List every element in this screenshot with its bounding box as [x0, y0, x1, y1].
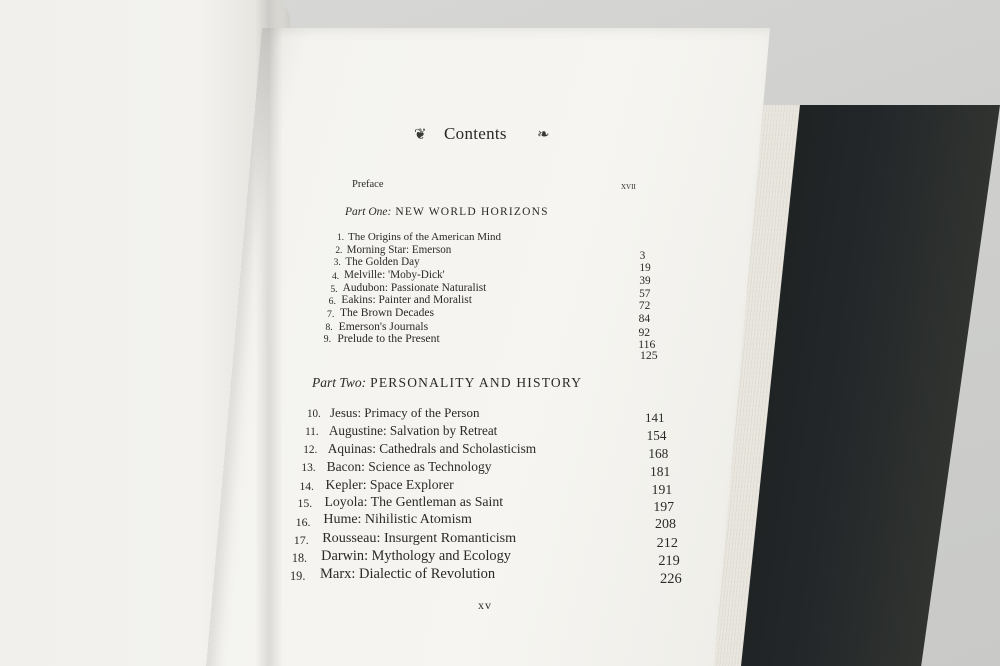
part-one-prefix: Part One: — [345, 206, 392, 218]
toc-entry-page: 208 — [655, 517, 676, 533]
toc-entry-number: 15. — [297, 497, 313, 511]
toc-entry-title: Aquinas: Cathedrals and Scholasticism — [327, 440, 537, 456]
toc-entry-title: Prelude to the Present — [337, 332, 440, 346]
toc-entry-title: Marx: Dialectic of Revolution — [320, 566, 496, 582]
toc-entry-title: The Origins of the American Mind — [348, 231, 502, 243]
toc-entry-page: 39 — [639, 275, 651, 287]
part-two-title: PERSONALITY AND HISTORY — [370, 375, 583, 390]
toc-entry-number: 13. — [301, 461, 316, 474]
toc-entry-page: 141 — [645, 410, 665, 425]
toc-entry-page: 197 — [653, 499, 675, 515]
gutter-shadow — [255, 0, 283, 666]
toc-entry-page: 154 — [646, 427, 667, 443]
toc-entry-page: 168 — [648, 445, 669, 461]
toc-entry-page: 125 — [640, 348, 658, 362]
toc-entry-title: The Golden Day — [345, 256, 420, 269]
folio: xv — [478, 598, 492, 612]
toc-entry-page: 84 — [638, 313, 651, 325]
toc-entry-title: Kepler: Space Explorer — [325, 476, 454, 492]
toc-entry-number: 9. — [323, 334, 332, 346]
toc-entry-page: 181 — [650, 463, 671, 479]
toc-entry-number: 19. — [290, 569, 306, 583]
toc-entry-page: 226 — [660, 571, 682, 587]
toc-entry-page: 219 — [658, 553, 680, 570]
toc-entry-page: 19 — [639, 262, 651, 275]
toc-entry-title: Darwin: Mythology and Ecology — [321, 548, 511, 565]
preface-label: Preface — [352, 179, 384, 190]
toc-entry-number: 18. — [291, 551, 308, 566]
contents-title: Contents — [444, 124, 507, 143]
toc-entry-page: 3 — [639, 249, 646, 262]
toc-entry-title: Bacon: Science as Technology — [326, 458, 492, 474]
toc-entry-title: Loyola: The Gentleman as Saint — [324, 494, 504, 510]
toc-entry-number: 2. — [335, 245, 343, 256]
toc-entry-page: 212 — [656, 535, 678, 552]
toc-entry-number: 3. — [333, 258, 341, 269]
toc-entry-number: 12. — [303, 443, 318, 456]
toc-entry-number: 6. — [328, 296, 336, 308]
toc-entry-title: Augustine: Salvation by Retreat — [328, 422, 498, 438]
right-ornament-icon: ❧ — [537, 127, 550, 143]
toc-entry-number: 5. — [330, 283, 338, 295]
toc-entry-number: 14. — [299, 479, 314, 493]
toc-entry-number: 17. — [293, 533, 309, 548]
part-one-title: NEW WORLD HORIZONS — [395, 206, 549, 218]
toc-entry-number: 8. — [325, 321, 333, 333]
part-two-prefix: Part Two: — [312, 375, 367, 390]
toc-entry-number: 7. — [327, 309, 335, 320]
toc-entry-number: 11. — [305, 425, 319, 438]
toc-entry-title: Hume: Nihilistic Atomism — [323, 512, 472, 528]
part-one-heading — [345, 206, 549, 218]
toc-entry-title: The Brown Decades — [340, 307, 435, 319]
toc-entry-title: Rousseau: Insurgent Romanticism — [322, 530, 517, 547]
toc-entry-page: 92 — [638, 325, 651, 339]
toc-entry-page: 57 — [639, 287, 651, 300]
toc-entry-title: Audubon: Passionate Naturalist — [342, 281, 487, 294]
toc-entry-number: 1. — [337, 233, 345, 243]
toc-entry-title: Melville: 'Moby-Dick' — [344, 269, 445, 281]
toc-entry-page: 116 — [638, 338, 656, 352]
toc-entry-page: 72 — [638, 300, 651, 313]
part-two-heading — [312, 375, 582, 391]
toc-entry-number: 4. — [332, 271, 340, 282]
toc-entry-number: 16. — [295, 515, 311, 530]
toc-entry-title: Emerson's Journals — [338, 319, 429, 333]
toc-entry-page: 191 — [651, 481, 673, 497]
toc-entry-title: Jesus: Primacy of the Person — [330, 405, 480, 420]
toc-entry-number: 10. — [307, 408, 321, 420]
toc-entry-title: Morning Star: Emerson — [346, 243, 452, 256]
preface-page: xvii — [621, 181, 636, 192]
left-ornament-icon: ❦ — [414, 127, 427, 143]
toc-entry-title: Eakins: Painter and Moralist — [341, 294, 472, 307]
